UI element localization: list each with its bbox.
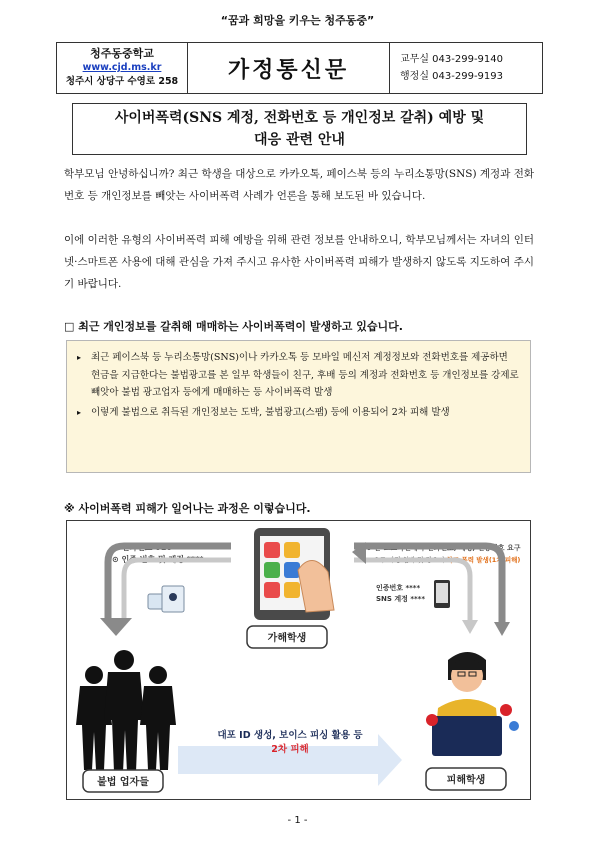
- office-phone-1: 교무실 043-299-9140: [400, 54, 503, 65]
- intro-paragraph: 학부모님 안녕하십니까? 최근 학생을 대상으로 카카오톡, 페이스북 등의 누리소통망(SNS) 계정과 전화번호 등 개인정보를 빼앗는 사이버폭력 사례가 언론을 통해 보도된 바 있습니다.: [64, 168, 534, 202]
- dealer-label: 불법 업자들: [97, 777, 149, 788]
- right-info-line2-prefix: ⊙ 요구 과정 협박 및 강요의: [366, 556, 447, 564]
- dealer-label-box: [83, 770, 163, 792]
- left-info-line1: ⊙ 전화번호 010-****-**: [112, 543, 204, 552]
- request-paragraph: 이에 이러한 유형의 사이버폭력 피해 예방을 위해 관련 정보를 안내하오니, 학부모님께서는 자녀의 인터넷·스마트폰 사용에 대해 관심을 가져 주시고 유사한 사이버폭력 피해가 발생하지 않도록 지도하여 주시기 바랍니다.: [64, 234, 534, 290]
- notice-title: [72, 103, 527, 155]
- contact-info: [390, 43, 542, 93]
- notice-title-line1: 사이버폭력(SNS 계정, 전화번호 등 개인정보 갈취) 예방 및: [114, 110, 485, 126]
- callout-item-1: ▸ 최근 페이스북 등 누리소통망(SNS)이나 카카오톡 등 모바일 메신저 계정정보와 전화번호를 제공하면 현금을 지급한다는 불법광고를 본 일부 학생들이 친구, 후배 등의 계정과 전화번호 등 개인정보를 강제로 빼앗아 불법 광고업자 등에게 매매하는 등 사이버폭력 발생: [77, 349, 520, 402]
- section-heading-1: □ 최근 개인정보를 갈취해 매매하는 사이버폭력이 발생하고 있습니다.: [64, 320, 403, 333]
- newsletter-title: 가정통신문: [188, 43, 390, 93]
- school-info: [57, 43, 188, 93]
- victim-label: 피해학생: [446, 775, 486, 786]
- smartphone-icon: [254, 528, 334, 620]
- second-harm-desc: 대포 ID 생성, 보이스 피싱 활용 등: [217, 730, 363, 741]
- offender-label-box: [247, 626, 327, 648]
- section-heading-2: ※ 사이버폭력 피해가 일어나는 과정은 이렇습니다.: [64, 502, 311, 515]
- phone-sns-account: SNS 계정 ****: [376, 595, 425, 603]
- info-callout-box: [66, 340, 531, 473]
- victim-label-box: [426, 768, 506, 790]
- notice-title-line2: 대응 관련 안내: [254, 132, 345, 148]
- phone-cert-number: 인증번호 ****: [376, 584, 421, 592]
- school-address: 청주시 상당구 수영로 258: [65, 76, 179, 87]
- school-name: 청주동중학교: [90, 47, 154, 60]
- left-info-line2: ⊙ 인증 번호 및 계정 ****: [112, 555, 204, 564]
- school-url-link[interactable]: www.cjd.ms.kr: [82, 62, 162, 73]
- right-info-line1: ⊙ 온·오프라인에서 전화번호, 계정, 인증번호 요구: [366, 544, 521, 552]
- page-number: - 1 -: [287, 815, 308, 826]
- callout-item-2: ▸ 이렇게 불법으로 취득된 개인정보는 도박, 불법광고(스팸) 등에 이용되어 2차 피해 발생: [77, 404, 520, 422]
- process-illustration: [66, 520, 531, 800]
- newsletter-header: [56, 42, 543, 94]
- second-harm-label: 2차 피해: [271, 744, 309, 755]
- school-slogan: “꿈과 희망을 키우는 청주동중”: [220, 14, 375, 27]
- cyberbullying-process-diagram: [66, 520, 531, 800]
- offender-label: 가해학생: [267, 633, 307, 644]
- first-harm-text: 학교 폭력 발생(1차 피해): [446, 556, 521, 564]
- office-phone-2: 행정실 043-299-9193: [400, 71, 503, 82]
